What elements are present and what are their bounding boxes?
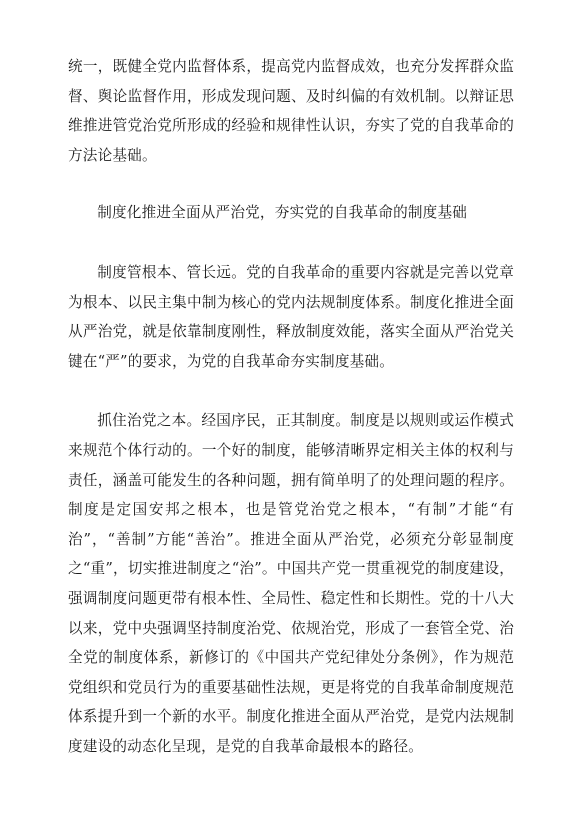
section-heading: 制度化推进全面从严治党，夯实党的自我革命的制度基础 [97,204,468,222]
paragraph-institution: 制度管根本、管长远。党的自我革命的重要内容就是完善以党章为根本、以民主集中制为核心的党内法规制度体系。制度化推进全面从严治党，就是依靠制度刚性，释放制度效能，落实全面从严治党关键在“严”的要求，为党的自我革命夯实制度基础。 [68,263,514,370]
paragraph-governance: 抓住治党之本。经国序民，正其制度。制度是以规则或运作模式来规范个体行动的。一个好的制度，能够清晰界定相关主体的权利与责任，涵盖可能发生的各种问题，拥有简单明了的处理问题的程序。制度是定国安邦之根本，也是管党治党之根本，“有制”才能“有治”，“善制”方能“善治”。推进全面从严治党，必须充分彰显制度之“重”，切实推进制度之“治”。中国共产党一贯重视党的制度建设，强调制度问题更带有根本性、全局性、稳定性和长期性。党的十八大以来，党中央强调坚持制度治党、依规治党，形成了一套管全党、治全党的制度体系，新修订的《中国共产党纪律处分条例》，作为规范党组织和党员行为的重要基础性法规，更是将党的自我革命制度规范体系提升到一个新的水平。制度化推进全面从严治党，是党内法规制度建设的动态化呈现，是党的自我革命最根本的路径。 [68,412,514,755]
document-page [68,52,514,761]
paragraph-continuation: 统一，既健全党内监督体系，提高党内监督成效，也充分发挥群众监督、舆论监督作用，形成发现问题、及时纠偏的有效机制。以辩证思维推进管党治党所形成的经验和规律性认识，夯实了党的自我革命的方法论基础。 [68,58,514,164]
